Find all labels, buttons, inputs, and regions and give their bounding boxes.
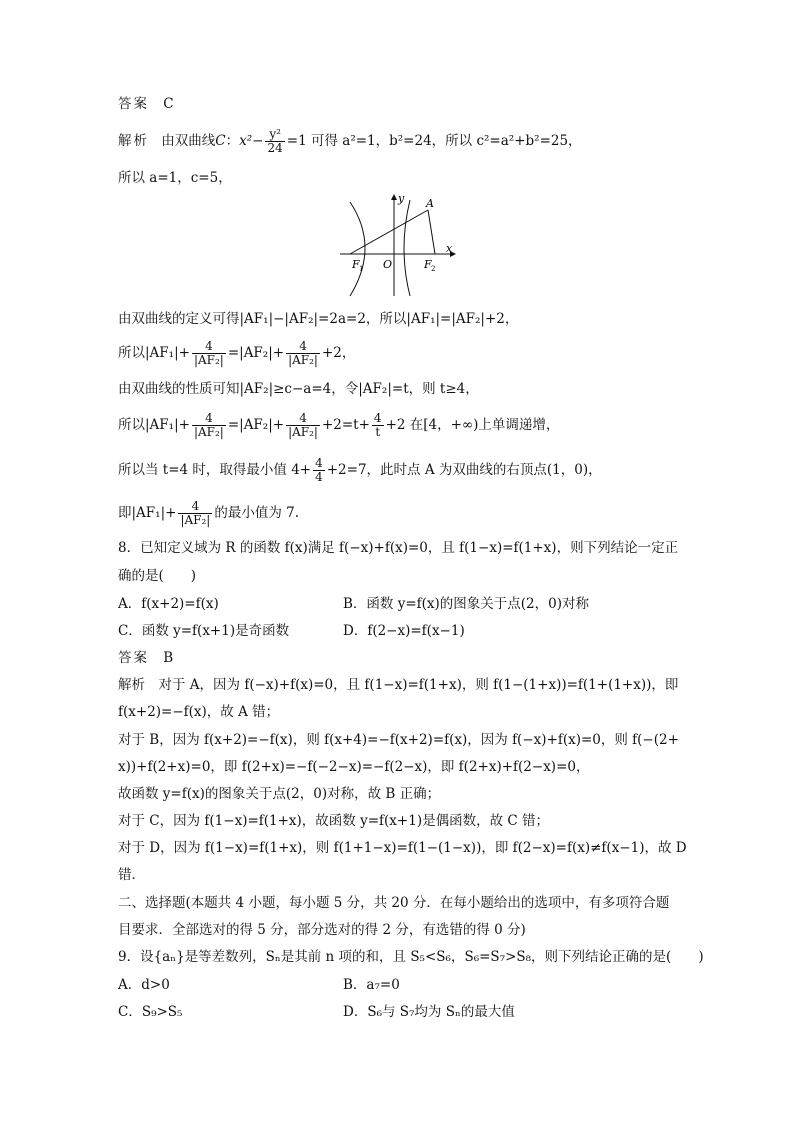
frac-den: |AF₂| xyxy=(288,353,318,367)
l7b: +2=7，此时点 A 为双曲线的右顶点(1，0)， xyxy=(326,462,602,478)
section2-line-2: 目要求．全部选对的得 5 分，部分选对的得 2 分，有选错的得 0 分) xyxy=(118,922,526,938)
answer-line xyxy=(118,94,174,114)
frac-den: t xyxy=(375,425,381,439)
y-axis-arrow xyxy=(391,194,397,200)
x-label: x xyxy=(446,242,453,255)
q8-option-d: D．f(2−x)=f(x−1) xyxy=(343,623,465,639)
analysis-label: 解析 xyxy=(118,133,149,149)
q8-stem-1: 8．已知定义域为 R 的函数 f(x)满足 f(−x)+f(x)=0，且 f(1−x)=f(1+x)，则下列结论一定正 xyxy=(118,540,679,556)
frac-den: |AF₂| xyxy=(180,513,211,527)
hyperbola-figure xyxy=(340,192,460,300)
l7a: 所以当 t=4 时，取得最小值 4+ xyxy=(118,462,312,478)
y-label: y xyxy=(398,192,405,205)
right-branch-real xyxy=(404,200,410,296)
frac-num: 4 xyxy=(286,412,320,426)
frac-4-4 xyxy=(313,457,325,484)
analysis-line-5: 由双曲线的性质可知|AF₂|≥c−a=4，令|AF₂|=t，则 t≥4， xyxy=(118,381,479,397)
l8a: 即|AF₁|+ xyxy=(118,505,177,521)
q9-option-a: A．d>0 xyxy=(118,977,170,993)
analysis8-line-6: 对于 C，因为 f(1−x)=f(1+x)，故函数 y=f(x+1)是偶函数，故 C 错； xyxy=(118,813,549,829)
analysis8-line-2: f(x+2)=−f(x)，故 A 错； xyxy=(118,704,280,720)
l4b: =|AF₂|+ xyxy=(227,345,285,361)
frac-den: |AF₂| xyxy=(288,425,318,439)
answer-label: 答案 xyxy=(118,96,149,112)
analysis-line-3: 由双曲线的定义可得|AF₁|−|AF₂|=2a=2，所以|AF₁|=|AF₂|+2， xyxy=(118,311,519,327)
frac-den: |AF₂| xyxy=(193,425,224,439)
analysis-line-7 xyxy=(118,457,602,484)
analysis8-line-4: x))+f(2+x)=0，即 f(2+x)=−f(−2−x)=−f(2−x)，即 f(2+x)+f(2−x)=0， xyxy=(118,759,590,775)
q8-option-c: C．函数 y=f(x+1)是奇函数 xyxy=(118,623,290,639)
q9-option-d: D．S₆与 S₇均为 Sₙ的最大值 xyxy=(343,1004,515,1020)
f1-label: F xyxy=(352,258,360,271)
frac-b xyxy=(286,412,320,439)
segment-af2 xyxy=(428,210,435,254)
analysis-line-2: 所以 a=1，c=5， xyxy=(118,170,232,186)
a2-b2-c2: a²=1，b²=24，所以 c²=a²+b²=25， xyxy=(342,133,582,149)
analysis8-line-3: 对于 B，因为 f(x+2)=−f(x)，则 f(x+4)=−f(x+2)=f(x)，因为 f(−x)+f(x)=0，则 f(−(2+ xyxy=(118,732,679,748)
frac-num: 4 xyxy=(178,500,212,514)
analysis-intro: 由双曲线 xyxy=(161,133,216,149)
l4a: 所以|AF₁|+ xyxy=(118,345,190,361)
colon: ： xyxy=(225,133,240,149)
analysis-line-1 xyxy=(118,128,582,155)
fraction-y2-24 xyxy=(265,128,284,155)
eq-tail: =1 可得 xyxy=(286,133,338,149)
q9-stem: 9．设{aₙ}是等差数列，Sₙ是其前 n 项的和，且 S₅<S₆，S₆=S₇>S₈，则下列结论正确的是( ) xyxy=(118,949,704,965)
f2-label: F xyxy=(424,258,432,271)
frac-den: 24 xyxy=(267,141,283,155)
frac-a xyxy=(192,412,226,439)
q9-option-b: B．a₇=0 xyxy=(343,977,400,993)
l6b: =|AF₂|+ xyxy=(227,417,285,433)
analysis-line-4 xyxy=(118,340,355,367)
q8-stem-2: 确的是( ) xyxy=(118,568,197,584)
o-label: O xyxy=(383,258,393,271)
analysis-line-8 xyxy=(118,500,299,527)
frac-num: 4 xyxy=(373,411,382,425)
f2-sub: 2 xyxy=(431,265,436,273)
frac-4-af2 xyxy=(192,340,226,367)
frac-final xyxy=(178,500,212,527)
frac-4-af2-b xyxy=(286,340,320,367)
l6a: 所以|AF₁|+ xyxy=(118,417,190,433)
section2-line-1: 二、选择题(本题共 4 小题，每小题 5 分，共 20 分．在每小题给出的选项中，有多项符合题 xyxy=(118,895,670,911)
analysis8-line-7: 对于 D，因为 f(1−x)=f(1+x)，则 f(1+1−x)=f(1−(1−x))，即 f(2−x)=f(x)≠f(x−1)，故 D xyxy=(118,840,687,856)
a-label: A xyxy=(426,197,434,210)
f1-sub: 1 xyxy=(359,265,364,273)
l4c: +2， xyxy=(321,345,356,361)
curve-name: C xyxy=(215,133,226,149)
frac-num: y² xyxy=(265,128,284,142)
frac-4-t xyxy=(372,412,384,439)
q8-option-a: A．f(x+2)=f(x) xyxy=(118,596,219,612)
l6c: +2=t+ xyxy=(321,417,370,433)
frac-num: 4 xyxy=(315,456,323,470)
frac-den: |AF₂| xyxy=(193,353,224,367)
frac-num: 4 xyxy=(192,340,226,354)
analysis8-line-8: 错． xyxy=(118,867,145,883)
l6d: +2 在[4，+∞)上单调递增， xyxy=(385,417,560,433)
answer8-line xyxy=(118,648,173,668)
frac-num: 4 xyxy=(192,412,226,426)
frac-den: 4 xyxy=(315,470,323,484)
frac-num: 4 xyxy=(286,340,320,354)
l8b: 的最小值为 7. xyxy=(214,505,299,521)
answer8-label: 答案 xyxy=(118,650,149,666)
q9-option-c: C．S₉>S₅ xyxy=(118,1004,183,1020)
left-branch xyxy=(350,202,365,296)
analysis8-line-5: 故函数 y=f(x)的图象关于点(2，0)对称，故 B 正确； xyxy=(118,786,441,802)
q8-option-b: B．函数 y=f(x)的图象关于点(2，0)对称 xyxy=(343,596,590,612)
x-squared-term: x²− xyxy=(239,133,264,149)
segment-af1 xyxy=(350,210,428,254)
analysis-line-6 xyxy=(118,412,559,439)
analysis8-line-1: 解析 对于 A，因为 f(−x)+f(x)=0，且 f(1−x)=f(1+x)，则 f(1−(1+x))=f(1+(1+x))，即 xyxy=(118,677,679,693)
answer8-value: B xyxy=(163,650,174,666)
answer-value: C xyxy=(163,96,174,112)
